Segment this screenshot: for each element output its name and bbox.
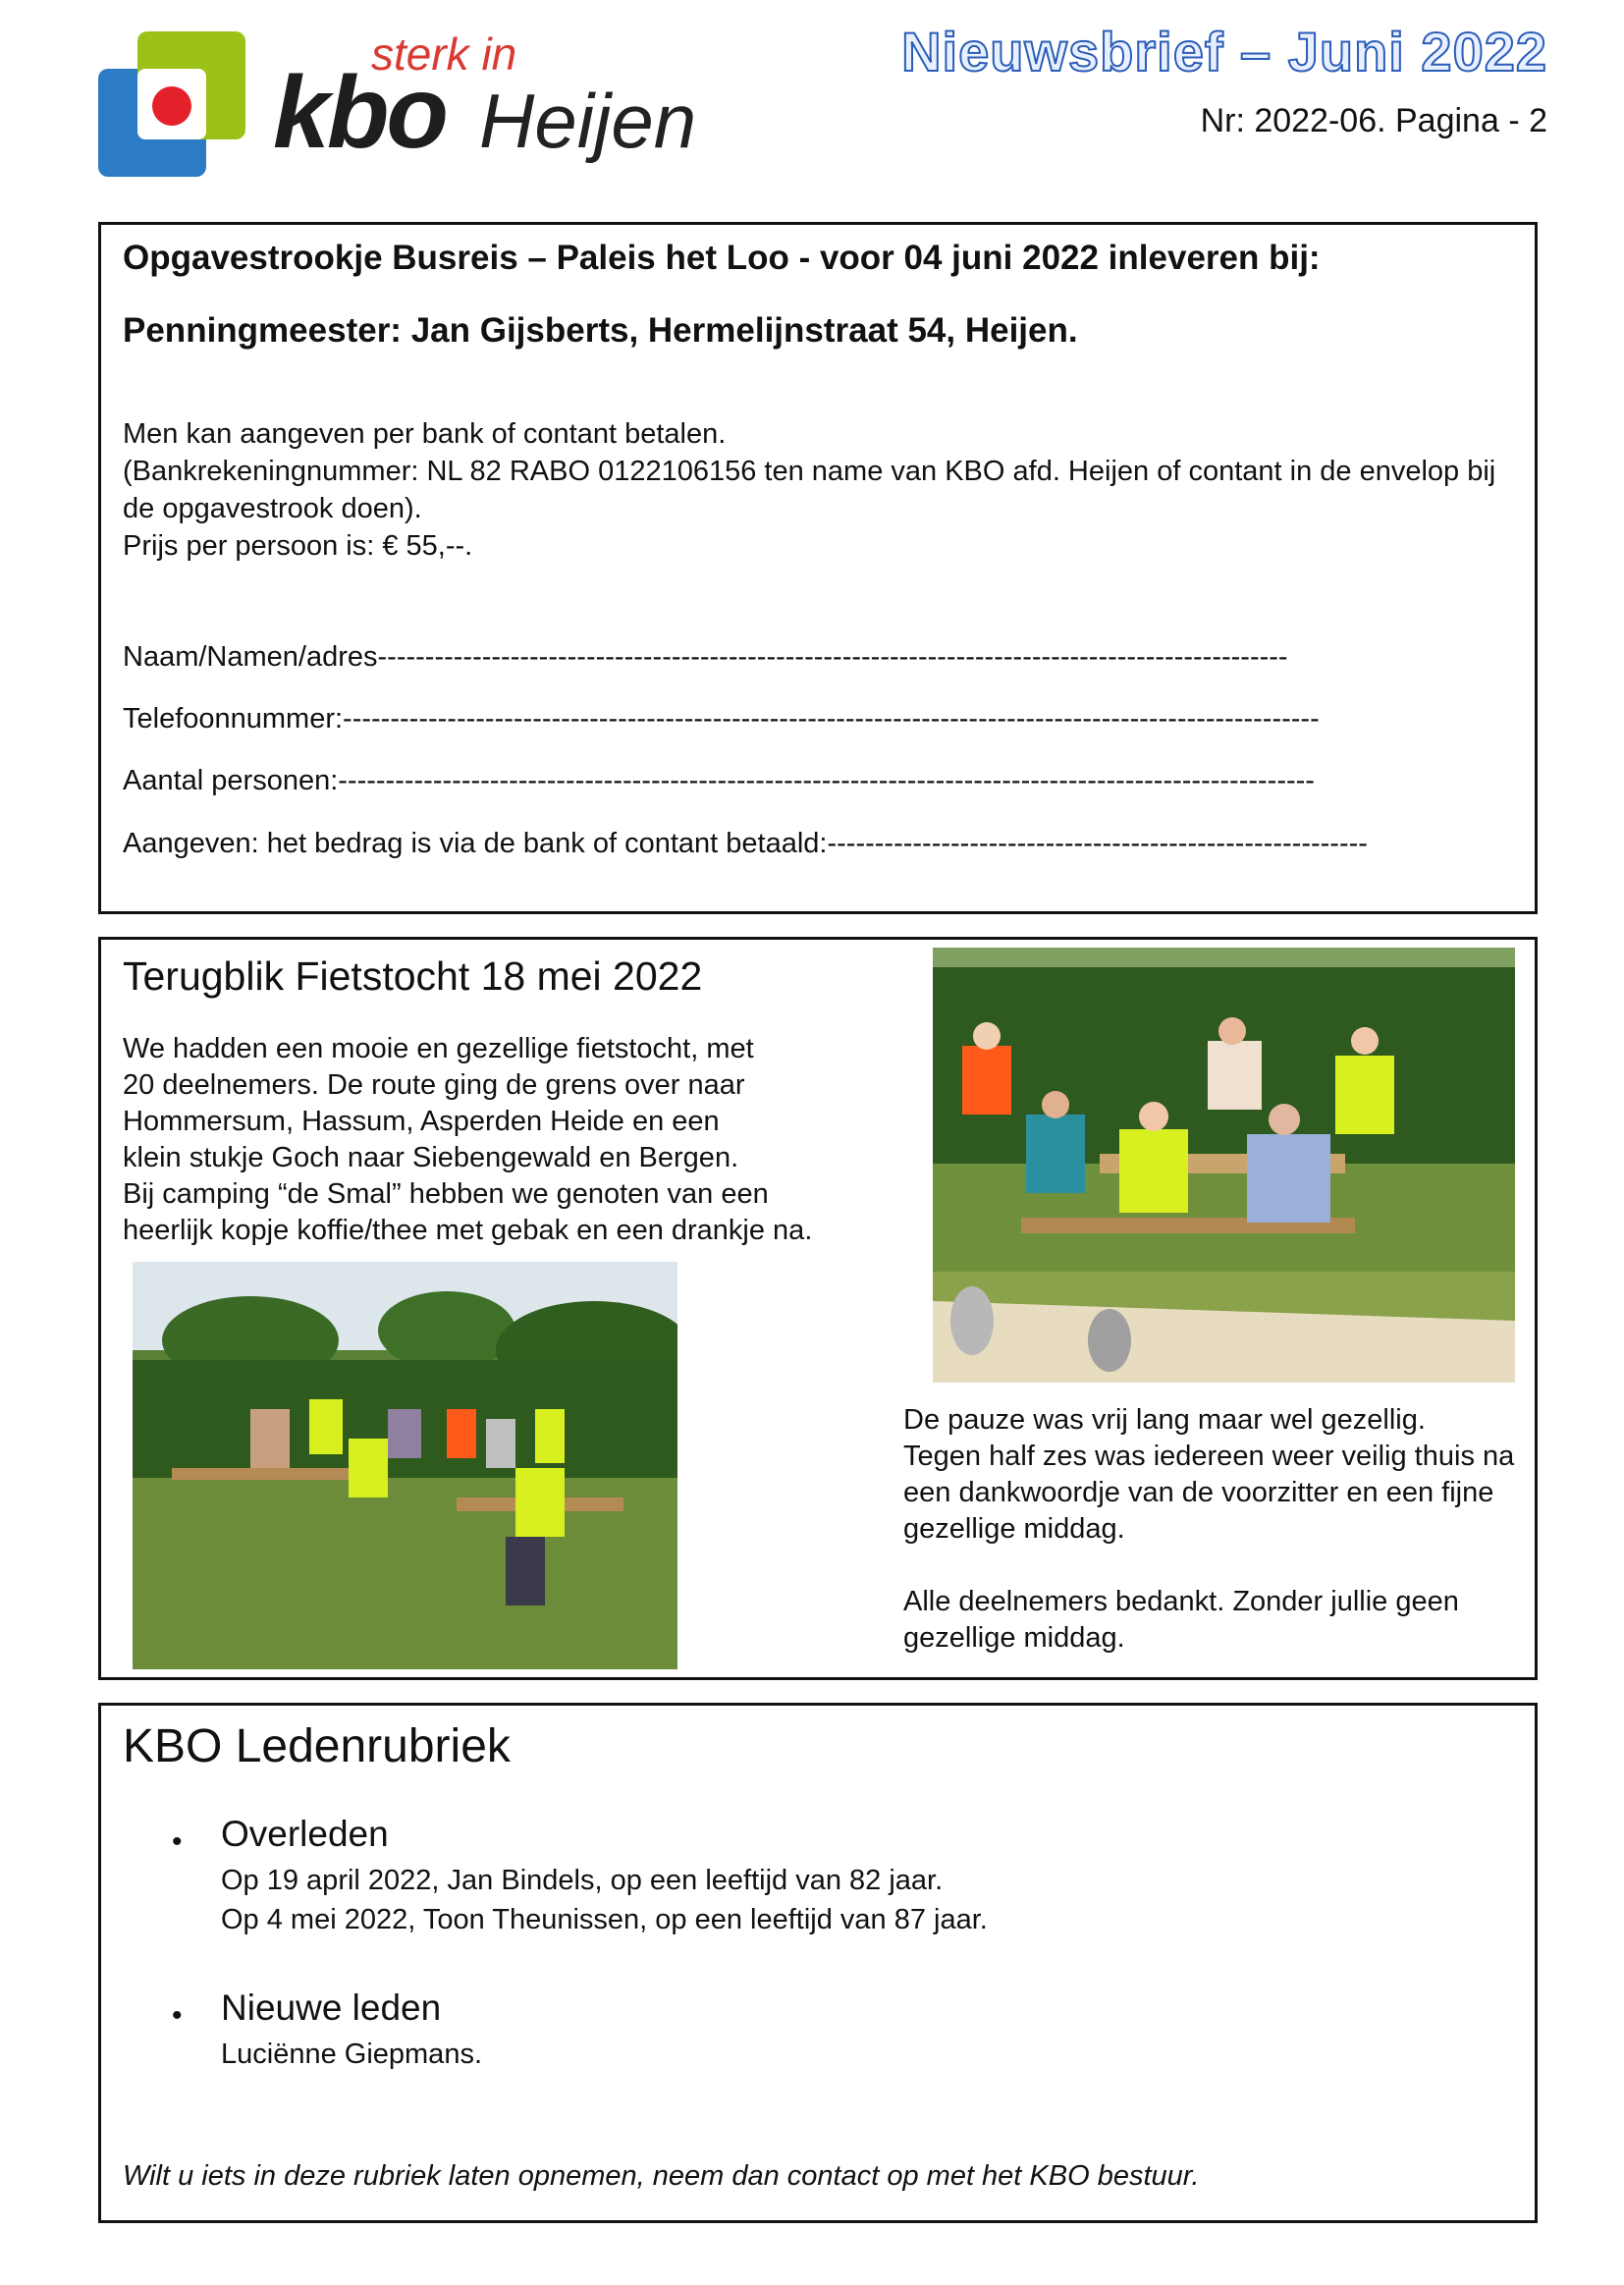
pause-text-line: Tegen half zes was iedereen weer veilig thuis na <box>903 1441 1515 1472</box>
thanks-text-line: Alle deelnemers bedankt. Zonder jullie geen <box>903 1586 1459 1617</box>
new-members-heading: Nieuwe leden <box>221 1987 442 2028</box>
kbo-logo <box>98 27 697 185</box>
contact-note: Wilt u iets in deze rubriek laten opnemen, neem dan contact op met het KBO bestuur. <box>123 2160 1200 2192</box>
photo-picnic-group <box>933 948 1515 1383</box>
payment-method-field[interactable]: Aangeven: het bedrag is via de bank of contant betaald:--------------------------------------------------------- <box>123 828 1368 859</box>
bullet-dot: • <box>172 1825 183 1858</box>
ride-text-line: Hommersum, Hassum, Asperden Heide en een <box>123 1106 720 1137</box>
new-member-entry: Luciënne Giepmans. <box>221 2039 482 2070</box>
ride-text-line: 20 deelnemers. De route ging de grens over naar <box>123 1069 745 1101</box>
issue-page-number: Nr: 2022-06. Pagina - 2 <box>1200 102 1547 139</box>
logo-red-dot <box>152 86 191 126</box>
members-title: KBO Ledenrubriek <box>123 1720 511 1772</box>
photo-cyclists-outdoors <box>133 1262 677 1669</box>
price-line: Prijs per persoon is: € 55,--. <box>123 530 473 562</box>
pause-text-line: een dankwoordje van de voorzitter en een fijne <box>903 1477 1494 1508</box>
deceased-heading: Overleden <box>221 1814 389 1854</box>
ride-text-line: Bij camping “de Smal” hebben we genoten van een <box>123 1178 769 1210</box>
payment-line-2: (Bankrekeningnummer: NL 82 RABO 0122106156 ten name van KBO afd. Heijen of contant in de envelop bij de opgavestrook doen). <box>123 456 1496 524</box>
ride-title: Terugblik Fietstocht 18 mei 2022 <box>123 953 703 999</box>
thanks-text-line: gezellige middag. <box>903 1622 1125 1654</box>
deceased-entry: Op 4 mei 2022, Toon Theunissen, op een leeftijd van 87 jaar. <box>221 1904 988 1935</box>
phone-field[interactable]: Telefoonnummer:------------------------------------------------------------------------------------------------------- <box>123 703 1320 734</box>
ride-text-line: heerlijk kopje koffie/thee met gebak en een drankje na. <box>123 1215 813 1246</box>
payment-line-1: Men kan aangeven per bank of contant betalen. <box>123 418 727 450</box>
treasurer-address: Penningmeester: Jan Gijsberts, Hermelijnstraat 54, Heijen. <box>123 311 1078 350</box>
registration-slip <box>98 222 1538 914</box>
deceased-entry: Op 19 april 2022, Jan Bindels, op een leeftijd van 82 jaar. <box>221 1865 944 1896</box>
persons-field[interactable]: Aantal personen:------------------------------------------------------------------------------------------------------- <box>123 765 1315 796</box>
ride-text-line: We hadden een mooie en gezellige fietstocht, met <box>123 1033 754 1064</box>
name-address-field[interactable]: Naam/Namen/adres------------------------------------------------------------------------------------------------ <box>123 641 1288 673</box>
bike-ride-review <box>98 937 1538 1680</box>
ride-text-line: klein stukje Goch naar Siebengewald en Bergen. <box>123 1142 739 1173</box>
pause-text-line: gezellige middag. <box>903 1513 1125 1545</box>
newsletter-title: Nieuwsbrief – Juni 2022 <box>901 21 1547 82</box>
logo-place: Heijen <box>479 78 697 164</box>
bullet-dot: • <box>172 1999 183 2032</box>
registration-heading: Opgavestrookje Busreis – Paleis het Loo - voor 04 juni 2022 inleveren bij: <box>123 239 1321 277</box>
member-section <box>98 1703 1538 2223</box>
pause-text-line: De pauze was vrij lang maar wel gezellig. <box>903 1404 1426 1436</box>
logo-brand: kbo <box>273 56 446 170</box>
logo-tagline: sterk in <box>371 28 517 80</box>
